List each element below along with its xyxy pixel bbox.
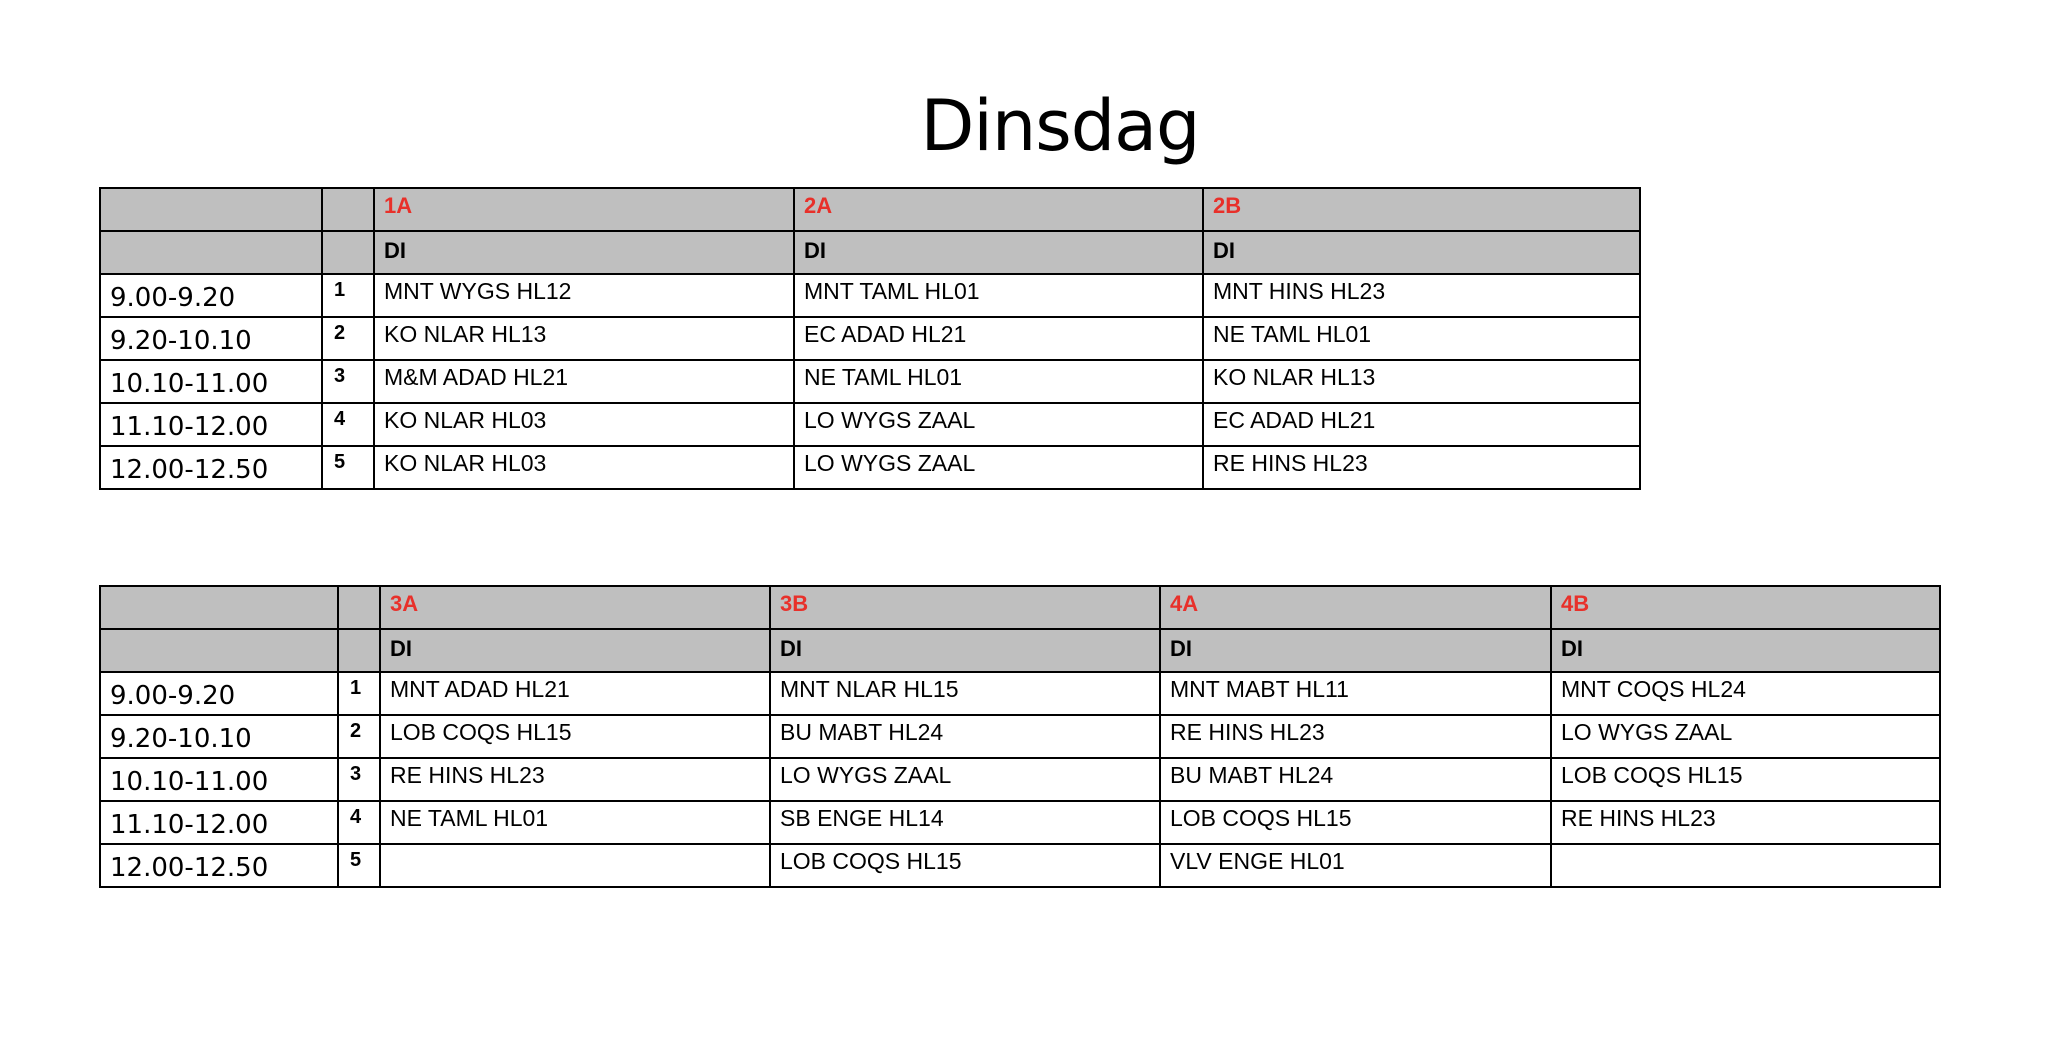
table-row — [100, 317, 1640, 360]
lesson-cell: LOB COQS HL15 — [770, 844, 1160, 887]
time-slot: 11.10-12.00 — [100, 403, 322, 446]
subject-header-row — [100, 629, 1940, 672]
day-label: DI — [1551, 629, 1940, 672]
table-row — [100, 758, 1940, 801]
lesson-cell: LOB COQS HL15 — [1160, 801, 1551, 844]
empty-header-cell — [338, 629, 380, 672]
lesson-cell: RE HINS HL23 — [1551, 801, 1940, 844]
empty-header-cell — [322, 188, 374, 231]
lesson-cell: RE HINS HL23 — [380, 758, 770, 801]
class-label: 4A — [1160, 586, 1551, 629]
period-number: 1 — [338, 672, 380, 715]
lesson-cell — [1551, 844, 1940, 887]
lesson-cell: KO NLAR HL13 — [1203, 360, 1640, 403]
lesson-cell: LO WYGS ZAAL — [770, 758, 1160, 801]
day-label: DI — [380, 629, 770, 672]
page-title: Dinsdag — [920, 85, 1200, 167]
lesson-cell: KO NLAR HL03 — [374, 403, 794, 446]
lesson-cell: KO NLAR HL03 — [374, 446, 794, 489]
table-row — [100, 360, 1640, 403]
day-label: DI — [770, 629, 1160, 672]
table-row — [100, 274, 1640, 317]
empty-header-cell — [322, 231, 374, 274]
period-number: 5 — [322, 446, 374, 489]
lesson-cell: MNT HINS HL23 — [1203, 274, 1640, 317]
time-slot: 11.10-12.00 — [100, 801, 338, 844]
period-number: 1 — [322, 274, 374, 317]
lesson-cell: M&M ADAD HL21 — [374, 360, 794, 403]
time-slot: 9.00-9.20 — [100, 274, 322, 317]
time-slot: 12.00-12.50 — [100, 844, 338, 887]
empty-header-cell — [100, 629, 338, 672]
day-label: DI — [794, 231, 1203, 274]
lesson-cell: SB ENGE HL14 — [770, 801, 1160, 844]
period-number: 4 — [338, 801, 380, 844]
lesson-cell: LO WYGS ZAAL — [794, 446, 1203, 489]
time-slot: 10.10-11.00 — [100, 758, 338, 801]
class-label: 1A — [374, 188, 794, 231]
schedule-table-1 — [99, 187, 1641, 490]
day-label: DI — [1203, 231, 1640, 274]
period-number: 3 — [322, 360, 374, 403]
class-label: 2A — [794, 188, 1203, 231]
lesson-cell: VLV ENGE HL01 — [1160, 844, 1551, 887]
class-label: 3A — [380, 586, 770, 629]
lesson-cell: EC ADAD HL21 — [1203, 403, 1640, 446]
day-label: DI — [374, 231, 794, 274]
period-number: 5 — [338, 844, 380, 887]
empty-header-cell — [100, 231, 322, 274]
period-number: 2 — [322, 317, 374, 360]
class-label: 4B — [1551, 586, 1940, 629]
time-slot: 9.00-9.20 — [100, 672, 338, 715]
lesson-cell: EC ADAD HL21 — [794, 317, 1203, 360]
table-row — [100, 715, 1940, 758]
lesson-cell: MNT ADAD HL21 — [380, 672, 770, 715]
lesson-cell: NE TAML HL01 — [380, 801, 770, 844]
class-header-row — [100, 188, 1640, 231]
time-slot: 9.20-10.10 — [100, 715, 338, 758]
lesson-cell: LOB COQS HL15 — [1551, 758, 1940, 801]
time-slot: 10.10-11.00 — [100, 360, 322, 403]
lesson-cell: MNT NLAR HL15 — [770, 672, 1160, 715]
lesson-cell: MNT MABT HL11 — [1160, 672, 1551, 715]
subject-header-row — [100, 231, 1640, 274]
lesson-cell: LOB COQS HL15 — [380, 715, 770, 758]
day-label: DI — [1160, 629, 1551, 672]
period-number: 2 — [338, 715, 380, 758]
schedule-table-2 — [99, 585, 1941, 888]
class-header-row — [100, 586, 1940, 629]
table-row — [100, 446, 1640, 489]
time-slot: 9.20-10.10 — [100, 317, 322, 360]
time-slot: 12.00-12.50 — [100, 446, 322, 489]
period-number: 4 — [322, 403, 374, 446]
table-row — [100, 801, 1940, 844]
lesson-cell: MNT WYGS HL12 — [374, 274, 794, 317]
lesson-cell — [380, 844, 770, 887]
class-label: 3B — [770, 586, 1160, 629]
lesson-cell: BU MABT HL24 — [1160, 758, 1551, 801]
lesson-cell: BU MABT HL24 — [770, 715, 1160, 758]
empty-header-cell — [100, 188, 322, 231]
lesson-cell: KO NLAR HL13 — [374, 317, 794, 360]
empty-header-cell — [100, 586, 338, 629]
lesson-cell: NE TAML HL01 — [1203, 317, 1640, 360]
table-row — [100, 403, 1640, 446]
table-row — [100, 844, 1940, 887]
class-label: 2B — [1203, 188, 1640, 231]
lesson-cell: LO WYGS ZAAL — [794, 403, 1203, 446]
lesson-cell: MNT TAML HL01 — [794, 274, 1203, 317]
lesson-cell: RE HINS HL23 — [1160, 715, 1551, 758]
lesson-cell: MNT COQS HL24 — [1551, 672, 1940, 715]
empty-header-cell — [338, 586, 380, 629]
table-row — [100, 672, 1940, 715]
period-number: 3 — [338, 758, 380, 801]
lesson-cell: NE TAML HL01 — [794, 360, 1203, 403]
lesson-cell: LO WYGS ZAAL — [1551, 715, 1940, 758]
lesson-cell: RE HINS HL23 — [1203, 446, 1640, 489]
